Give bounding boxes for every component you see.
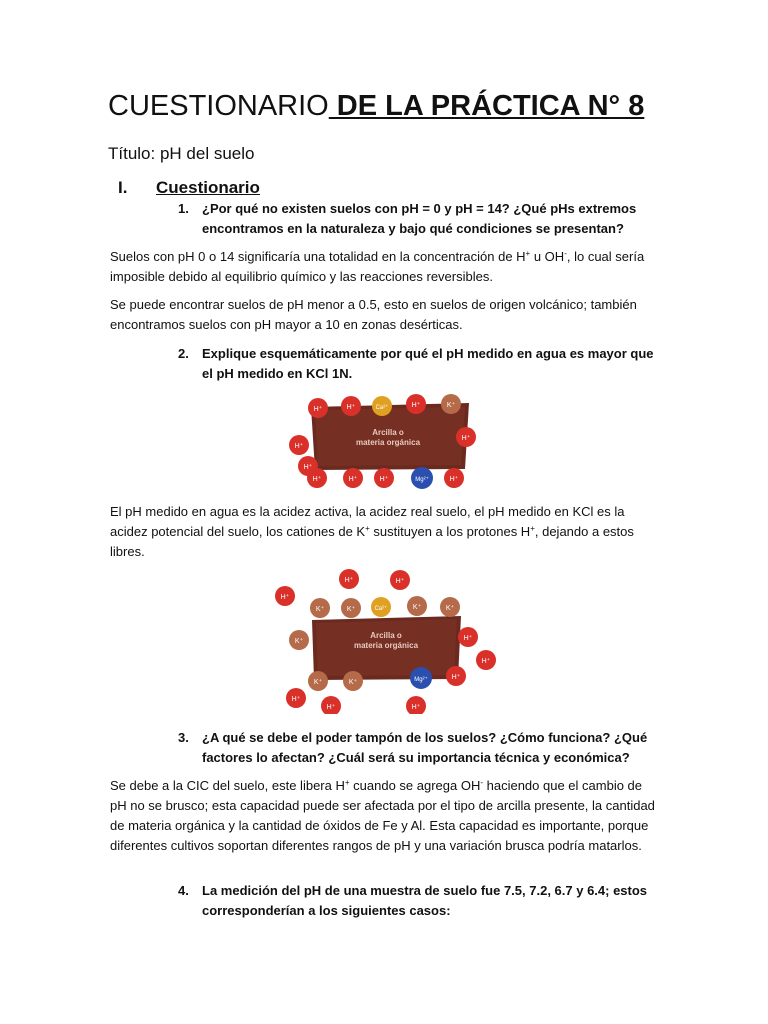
svg-text:H⁺: H⁺ (395, 578, 405, 585)
superscript: + (530, 524, 535, 533)
superscript: + (525, 249, 531, 258)
answer-text: sustituyen a los protones H (369, 524, 531, 539)
svg-text:Mg²⁺: Mg²⁺ (415, 477, 429, 483)
svg-text:Ca²⁺: Ca²⁺ (374, 606, 388, 612)
ion-ca (372, 396, 392, 416)
svg-text:K⁺: K⁺ (446, 402, 456, 409)
answer-1-paragraph-1 (110, 247, 660, 287)
svg-text:Mg²⁺: Mg²⁺ (414, 677, 428, 683)
ion-k (440, 597, 460, 617)
question-1 (178, 199, 658, 239)
title-regular: CUESTIONARIO (108, 90, 329, 122)
clay-label-line2: materia orgánica (353, 641, 419, 650)
answer-3 (110, 776, 660, 856)
section-heading (118, 176, 260, 200)
answer-text: , dejando a estos libres. (110, 524, 634, 559)
ion-h (307, 468, 327, 488)
ion-h (321, 696, 341, 714)
ion-k (341, 598, 361, 618)
question-text: La medición del pH de una muestra de suelo fue 7.5, 7.2, 6.7 y 6.4; estos corresponderían a los siguientes casos: (202, 883, 648, 918)
section-label: Cuestionario (156, 178, 260, 197)
svg-text:H⁺: H⁺ (411, 704, 421, 711)
svg-text:H⁺: H⁺ (348, 476, 358, 483)
svg-text:K⁺: K⁺ (348, 679, 358, 686)
svg-text:H⁺: H⁺ (449, 476, 459, 483)
answer-text: haciendo que el cambio de pH no se brusco; esta capacidad puede ser afectada por el tipo de arcilla presente, la cantidad de materia orgánica y la cantidad de óxidos de Fe y Al. Esta capacidad es importante, porque diferentes cultivos soportan diferentes rangos de pH y una variación brusca podría matarlos. (110, 778, 655, 853)
answer-text: Se debe a la CIC del suelo, este libera H (110, 778, 345, 793)
subtitle: Título: pH del suelo (108, 144, 255, 163)
svg-text:K⁺: K⁺ (315, 606, 325, 613)
ion-h (406, 394, 426, 414)
svg-text:K⁺: K⁺ (313, 679, 323, 686)
ion-h (343, 468, 363, 488)
clay-label-line1: Arcilla o (370, 631, 402, 640)
answer-text: cuando se agrega OH (349, 778, 481, 793)
svg-text:H⁺: H⁺ (481, 658, 491, 665)
clay-cations-diagram-water (285, 390, 485, 492)
answer-2 (110, 502, 660, 562)
ion-k (343, 671, 363, 691)
question-text: Explique esquemáticamente por qué el pH medido en agua es mayor que el pH medido en KCl 1N. (202, 346, 654, 381)
question-number: 4. (178, 883, 189, 898)
ion-mg (411, 467, 433, 489)
question-2 (178, 344, 658, 384)
svg-text:H⁺: H⁺ (344, 577, 354, 584)
ion-ca (371, 597, 391, 617)
ion-h (289, 435, 309, 455)
title-bold: DE LA PRÁCTICA N° 8 (328, 90, 645, 122)
svg-text:H⁺: H⁺ (312, 476, 322, 483)
section-number: I. (118, 178, 128, 197)
superscript: - (480, 778, 484, 787)
ion-h (456, 427, 476, 447)
ion-k (308, 671, 328, 691)
ion-h (374, 468, 394, 488)
ion-k (289, 630, 309, 650)
answer-text: El pH medido en agua es la acidez activa, la acidez real suelo, el pH medido en KCl es la acidez potencial del suelo, los cationes de K (110, 504, 625, 539)
answer-text: Suelos con pH 0 o 14 significaría una totalidad en la concentración de H (110, 249, 526, 264)
svg-text:H⁺: H⁺ (291, 696, 301, 703)
svg-text:H⁺: H⁺ (463, 635, 473, 642)
ion-h (446, 666, 466, 686)
ion-h (339, 569, 359, 589)
svg-text:H⁺: H⁺ (346, 404, 356, 411)
superscript: + (344, 778, 350, 787)
clay-cations-diagram-kcl (268, 566, 500, 714)
question-3 (178, 728, 658, 768)
ion-h (458, 627, 478, 647)
ion-k (407, 596, 427, 616)
answer-text: , lo cual sería imposible debido al equilibrio químico y las reacciones reversibles. (110, 249, 645, 284)
svg-text:H⁺: H⁺ (379, 476, 389, 483)
superscript: + (365, 524, 370, 533)
svg-text:K⁺: K⁺ (294, 638, 304, 645)
question-number: 1. (178, 201, 189, 216)
svg-text:H⁺: H⁺ (313, 406, 323, 413)
svg-text:Ca²⁺: Ca²⁺ (375, 405, 389, 411)
question-text: ¿A qué se debe el poder tampón de los suelos? ¿Cómo funciona? ¿Qué factores lo afectan? ¿Cuál será su importancia técnica y económica? (202, 730, 648, 765)
ion-k (441, 394, 461, 414)
superscript: - (564, 249, 567, 258)
ion-h (444, 468, 464, 488)
ion-h (476, 650, 496, 670)
ion-h (308, 398, 328, 418)
question-number: 3. (178, 730, 189, 745)
svg-text:H⁺: H⁺ (294, 443, 304, 450)
ion-h (341, 396, 361, 416)
question-4 (178, 881, 658, 921)
svg-text:K⁺: K⁺ (445, 605, 455, 612)
svg-text:H⁺: H⁺ (280, 594, 290, 601)
question-number: 2. (178, 346, 189, 361)
answer-1-paragraph-2: Se puede encontrar suelos de pH menor a 0.5, esto en suelos de origen volcánico; también encontramos suelos con pH mayor a 10 en zonas desérticas. (110, 297, 637, 332)
svg-text:H⁺: H⁺ (326, 704, 336, 711)
page-title (108, 86, 728, 126)
ion-h (275, 586, 295, 606)
svg-text:K⁺: K⁺ (412, 604, 422, 611)
clay-label-line1: Arcilla o (372, 428, 404, 437)
svg-text:H⁺: H⁺ (411, 402, 421, 409)
ion-h (406, 696, 426, 714)
answer-text: u OH (530, 249, 565, 264)
svg-text:H⁺: H⁺ (451, 674, 461, 681)
svg-text:K⁺: K⁺ (346, 606, 356, 613)
svg-text:H⁺: H⁺ (303, 464, 313, 471)
ion-mg (410, 667, 432, 689)
ion-h (286, 688, 306, 708)
ion-h (390, 570, 410, 590)
question-text: ¿Por qué no existen suelos con pH = 0 y pH = 14? ¿Qué pHs extremos encontramos en la naturaleza y bajo qué condiciones se presentan? (202, 201, 637, 236)
clay-label-line2: materia orgánica (355, 438, 421, 447)
svg-text:H⁺: H⁺ (461, 435, 471, 442)
ion-k (310, 598, 330, 618)
